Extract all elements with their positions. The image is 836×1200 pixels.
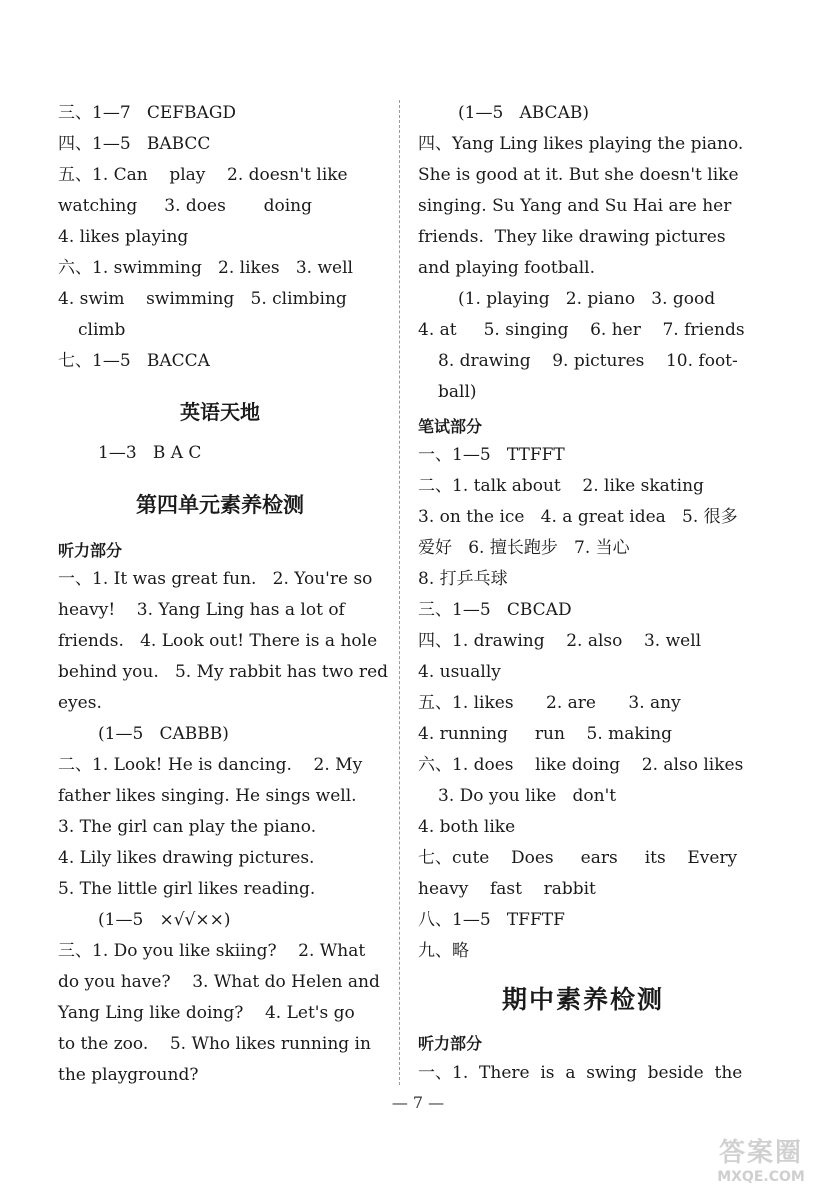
answer-line: father likes singing. He sings well.: [58, 786, 357, 806]
answer-line: the playground?: [58, 1065, 199, 1085]
listening-label: 听力部分: [58, 541, 123, 560]
answer-line: singing. Su Yang and Su Hai are her: [418, 196, 732, 216]
answer-line: 4. both like: [418, 817, 516, 837]
answer-line: (1—5 CABBB): [98, 724, 229, 744]
watermark-title: 答案圈: [718, 1138, 803, 1168]
answer-line: 五、1. likes 2. are 3. any: [418, 693, 681, 713]
page-number: — 7 —: [391, 1093, 445, 1112]
answer-line: (1—5 ×√√××): [98, 910, 231, 930]
answer-line: 4. Lily likes drawing pictures.: [58, 848, 315, 868]
answer-line: 五、1. Can play 2. doesn't like: [58, 165, 348, 185]
answer-line: She is good at it. But she doesn't like: [418, 165, 739, 185]
answer-line: 七、cute Does ears its Every: [418, 848, 738, 868]
answer-line: heavy! 3. Yang Ling has a lot of: [58, 600, 345, 620]
answer-line: (1. playing 2. piano 3. good: [458, 289, 716, 309]
answer-line: 二、1. talk about 2. like skating: [418, 476, 704, 496]
answer-line: watching 3. does doing: [58, 196, 313, 216]
section-heading-english-world: 英语天地: [180, 400, 260, 424]
answer-line: eyes.: [58, 693, 102, 713]
answer-line: 爱好 6. 擅长跑步 7. 当心: [418, 538, 630, 558]
answer-line: heavy fast rabbit: [418, 879, 596, 899]
answer-line: to the zoo. 5. Who likes running in: [58, 1034, 371, 1054]
answer-line: 3. Do you like don't: [438, 786, 617, 806]
column-divider: [399, 100, 400, 1085]
answer-line: 8. 打乒乓球: [418, 569, 508, 589]
answer-line: behind you. 5. My rabbit has two red: [58, 662, 389, 682]
answer-line: 4. running run 5. making: [418, 724, 672, 744]
answer-line: 一、1. There is a swing beside the: [418, 1063, 743, 1083]
answer-line: climb: [78, 320, 126, 340]
watermark-logo: [696, 1132, 826, 1192]
answer-line: 4. usually: [418, 662, 501, 682]
answer-line: friends. They like drawing pictures: [418, 227, 726, 247]
answer-line: 4. likes playing: [58, 227, 189, 247]
answer-line: (1—5 ABCAB): [458, 103, 589, 123]
answer-line: 一、1. It was great fun. 2. You're so: [58, 569, 373, 589]
answer-line: do you have? 3. What do Helen and: [58, 972, 380, 992]
answer-line: 8. drawing 9. pictures 10. foot-: [438, 351, 738, 371]
answer-line: ball): [438, 382, 477, 402]
answer-line: Yang Ling like doing? 4. Let's go: [58, 1003, 355, 1023]
listening-label: 听力部分: [418, 1034, 483, 1053]
answer-line: 三、1—7 CEFBAGD: [58, 103, 237, 123]
answer-line: 四、1—5 BABCC: [58, 134, 211, 154]
section-heading-midterm-test: 期中素养检测: [501, 985, 664, 1014]
answer-line: 七、1—5 BACCA: [58, 351, 210, 371]
answer-line: 一、1—5 TTFFT: [418, 445, 565, 465]
section-heading-unit4-test: 第四单元素养检测: [136, 493, 304, 517]
answer-line: 三、1—5 CBCAD: [418, 600, 572, 620]
answer-line: 八、1—5 TFFTF: [418, 910, 565, 930]
answer-line: 4. at 5. singing 6. her 7. friends: [418, 320, 745, 340]
watermark-url: MXQE.COM: [717, 1169, 805, 1185]
answer-line: 1—3 B A C: [98, 443, 202, 463]
answer-line: 二、1. Look! He is dancing. 2. My: [58, 755, 363, 775]
answer-line: 四、1. drawing 2. also 3. well: [418, 631, 702, 651]
written-label: 笔试部分: [418, 417, 483, 436]
answer-line: 三、1. Do you like skiing? 2. What: [58, 941, 366, 961]
answer-line: and playing football.: [418, 258, 595, 278]
answer-line: 六、1. swimming 2. likes 3. well: [58, 258, 353, 278]
answer-line: 5. The little girl likes reading.: [58, 879, 316, 899]
answer-line: 九、略: [418, 941, 469, 961]
answer-line: 4. swim swimming 5. climbing: [58, 289, 347, 309]
answer-line: 六、1. does like doing 2. also likes: [418, 755, 744, 775]
answer-line: 四、Yang Ling likes playing the piano.: [418, 134, 744, 154]
answer-line: 3. The girl can play the piano.: [58, 817, 317, 837]
answer-line: friends. 4. Look out! There is a hole: [58, 631, 378, 651]
answer-line: 3. on the ice 4. a great idea 5. 很多: [418, 507, 738, 527]
